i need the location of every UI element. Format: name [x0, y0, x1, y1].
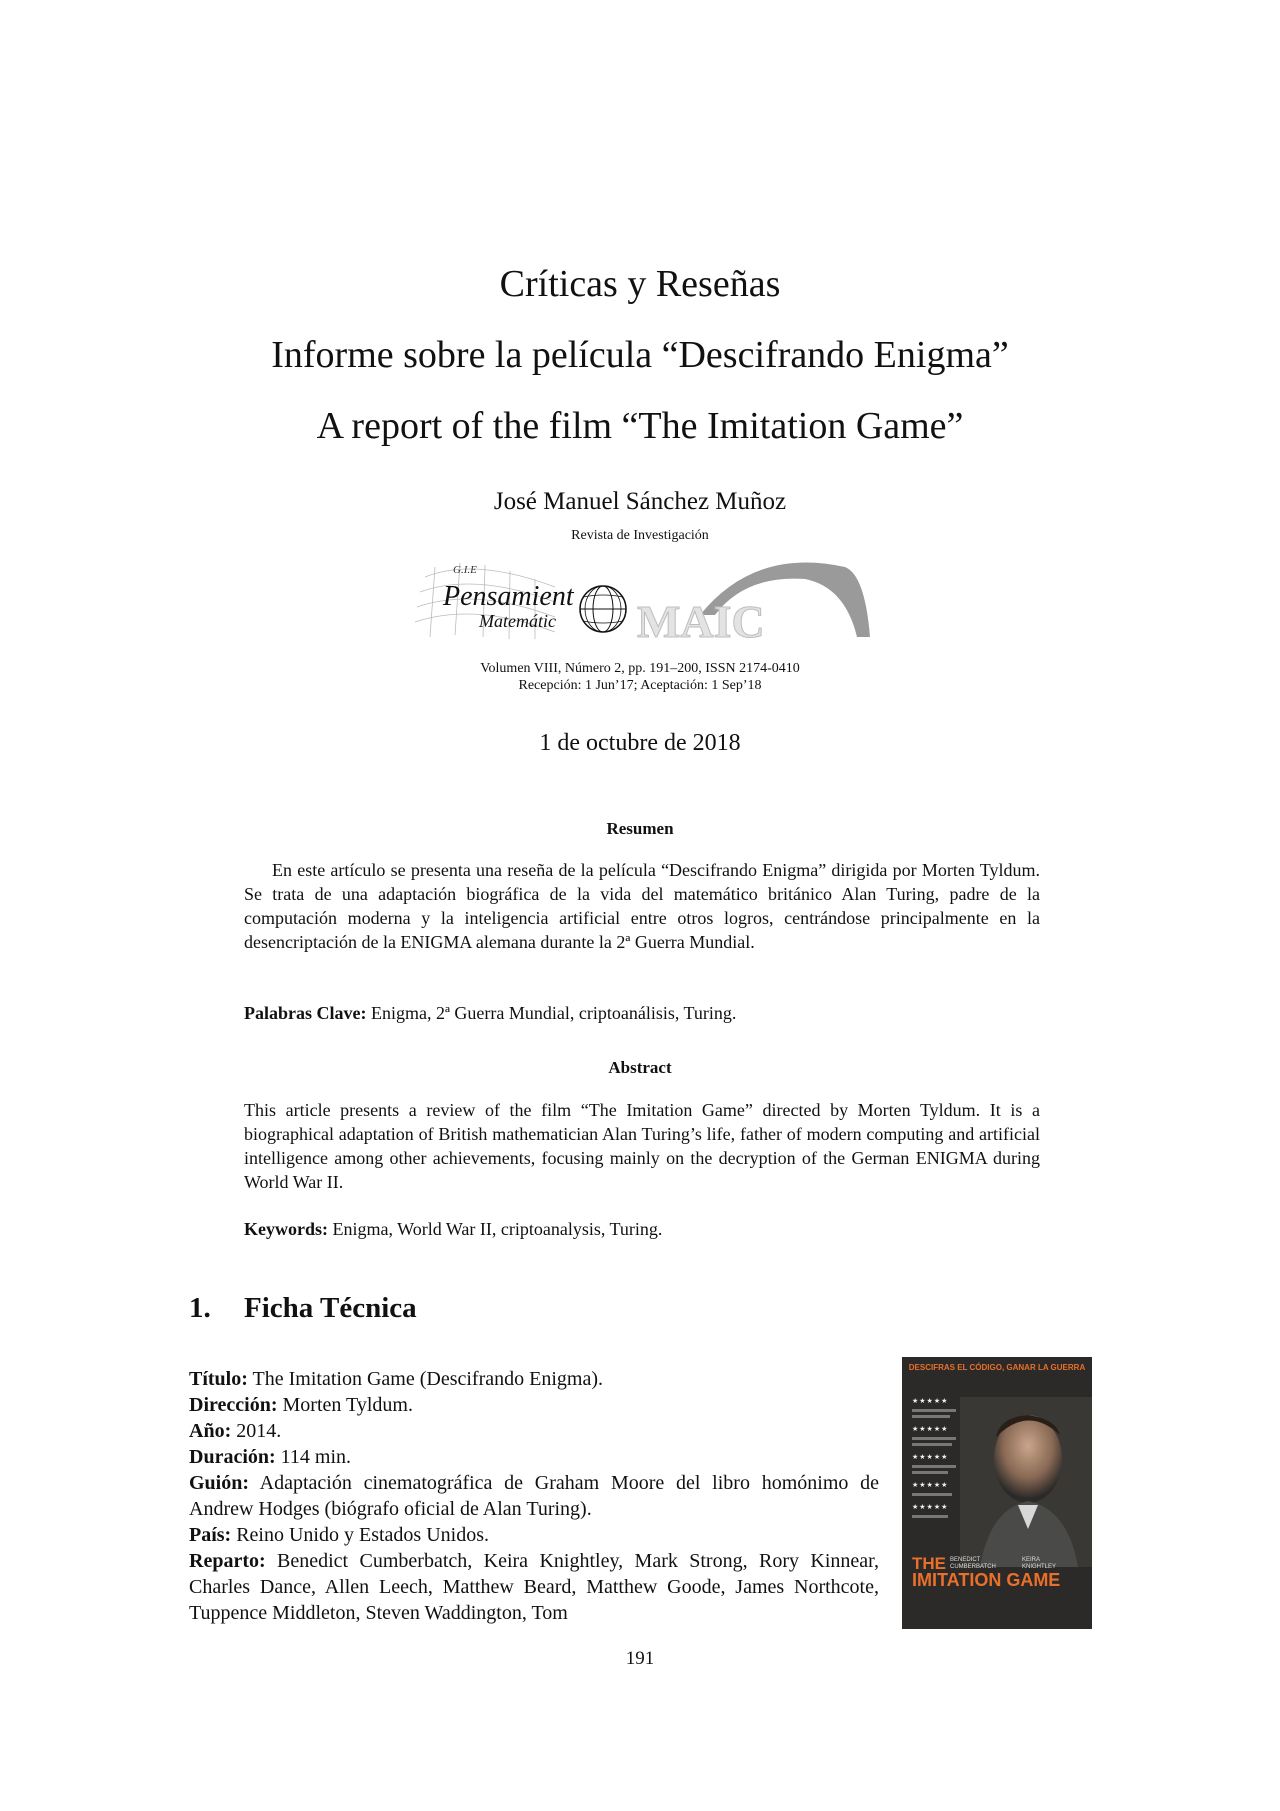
review-line	[912, 1409, 956, 1412]
journal-logos	[405, 557, 875, 643]
author-name: José Manuel Sánchez Muñoz	[493, 488, 787, 515]
star-rating-3: ★★★★★	[912, 1453, 949, 1461]
globe-icon	[580, 586, 626, 632]
review-line	[912, 1515, 948, 1518]
poster-actor-2: KEIRA KNIGHTLEY	[1022, 1557, 1057, 1570]
abstract-keywords	[244, 1217, 1040, 1241]
poster-actor-1: BENEDICT CUMBERBATCH	[950, 1557, 996, 1570]
star-rating-2: ★★★★★	[912, 1425, 949, 1433]
ficha-row-title: Título: The Imitation Game (Descifrando Enigma).	[189, 1368, 603, 1390]
star-rating-5: ★★★★★	[912, 1503, 949, 1511]
poster-tagline: DESCIFRAS EL CÓDIGO, GANAR LA GUERRA	[908, 1363, 1086, 1372]
section-number: 1.	[189, 1292, 211, 1324]
actor-portrait-image	[960, 1397, 1092, 1567]
pensamiento-matematico-logo	[405, 557, 875, 643]
ficha-row-duration: Duración: 114 min.	[189, 1446, 352, 1468]
resumen-body: En este artículo se presenta una reseña de la película “Descifrando Enigma” dirigida por Morten Tyldum. Se trata de una adaptación biográfica de la vida del matemático británico Alan Turing, padre de la computación moderna y la inteligencia artificial entre otros logros, centrándose principalmente en la desencriptación de la ENIGMA alemana durante la 2ª Guerra Mundial.	[244, 860, 1040, 952]
ficha-row-country: País: Reino Unido y Estados Unidos.	[189, 1524, 489, 1546]
maic-logo	[637, 562, 870, 643]
abstract-text: This article presents a review of the film “The Imitation Game” directed by Morten Tyldum. It is a biographical adaptation of British mathematician Alan Turing’s life, father of modern computing and artificial intelligence among other achievements, focusing mainly on the decryption of the German ENIGMA during World War II.	[244, 1100, 1040, 1192]
review-line	[912, 1471, 948, 1474]
page-number: 191	[625, 1648, 655, 1669]
review-line	[912, 1465, 956, 1468]
journal-name: Revista de Investigación	[571, 528, 709, 543]
poster-title-line1: THE	[912, 1554, 946, 1573]
keywords-en: Enigma, World War II, criptoanalysis, Turing.	[328, 1219, 663, 1239]
resumen-heading: Resumen	[606, 819, 674, 838]
review-line	[912, 1415, 950, 1418]
star-rating-4: ★★★★★	[912, 1481, 949, 1489]
poster-title-line2: IMITATION GAME	[912, 1570, 1061, 1590]
review-line	[912, 1493, 952, 1496]
section-title-text: Ficha Técnica	[244, 1292, 417, 1324]
resumen-text	[244, 858, 1040, 954]
paper-title-english: A report of the film “The Imitation Game”	[316, 405, 964, 447]
review-line	[912, 1437, 956, 1440]
movie-poster	[902, 1357, 1092, 1629]
section-title: Críticas y Reseñas	[499, 263, 781, 305]
technical-sheet	[189, 1366, 879, 1626]
paper-title-spanish: Informe sobre la película “Descifrando Enigma”	[271, 334, 1009, 376]
publication-date: 1 de octubre de 2018	[539, 730, 741, 756]
volume-line: Volumen VIII, Número 2, pp. 191–200, ISSN 2174-0410	[480, 661, 800, 676]
keywords-label-es: Palabras Clave:	[244, 1003, 367, 1023]
svg-text:Pensamient: Pensamient	[443, 581, 574, 612]
resumen-keywords	[244, 1001, 1040, 1025]
keywords-label-en: Keywords:	[244, 1219, 328, 1239]
ficha-row-cast: Reparto: Benedict Cumberbatch, Keira Knightley, Mark Strong, Rory Kinnear, Charles Dance, Allen Leech, Matthew Beard, Matthew Goode, James Northcote, Tuppence Middleton, Steven Waddington, Tom	[189, 1550, 879, 1624]
section-heading	[189, 1292, 417, 1325]
star-rating-1: ★★★★★	[912, 1397, 949, 1405]
review-line	[912, 1443, 952, 1446]
ficha-row-director: Dirección: Morten Tyldum.	[189, 1394, 413, 1416]
svg-text:MAIC: MAIC	[637, 596, 765, 643]
svg-text:G.I.E: G.I.E	[453, 564, 477, 576]
svg-text:Matemátic: Matemátic	[479, 611, 556, 631]
reception-line: Recepción: 1 Jun’17; Aceptación: 1 Sep’18	[518, 678, 762, 693]
abstract-heading: Abstract	[608, 1058, 672, 1077]
ficha-row-script: Guión: Adaptación cinematográfica de Graham Moore del libro homónimo de Andrew Hodges (biógrafo oficial de Alan Turing).	[189, 1472, 879, 1520]
ficha-row-year: Año: 2014.	[189, 1420, 282, 1442]
keywords-es: Enigma, 2ª Guerra Mundial, criptoanálisis, Turing.	[366, 1003, 737, 1023]
